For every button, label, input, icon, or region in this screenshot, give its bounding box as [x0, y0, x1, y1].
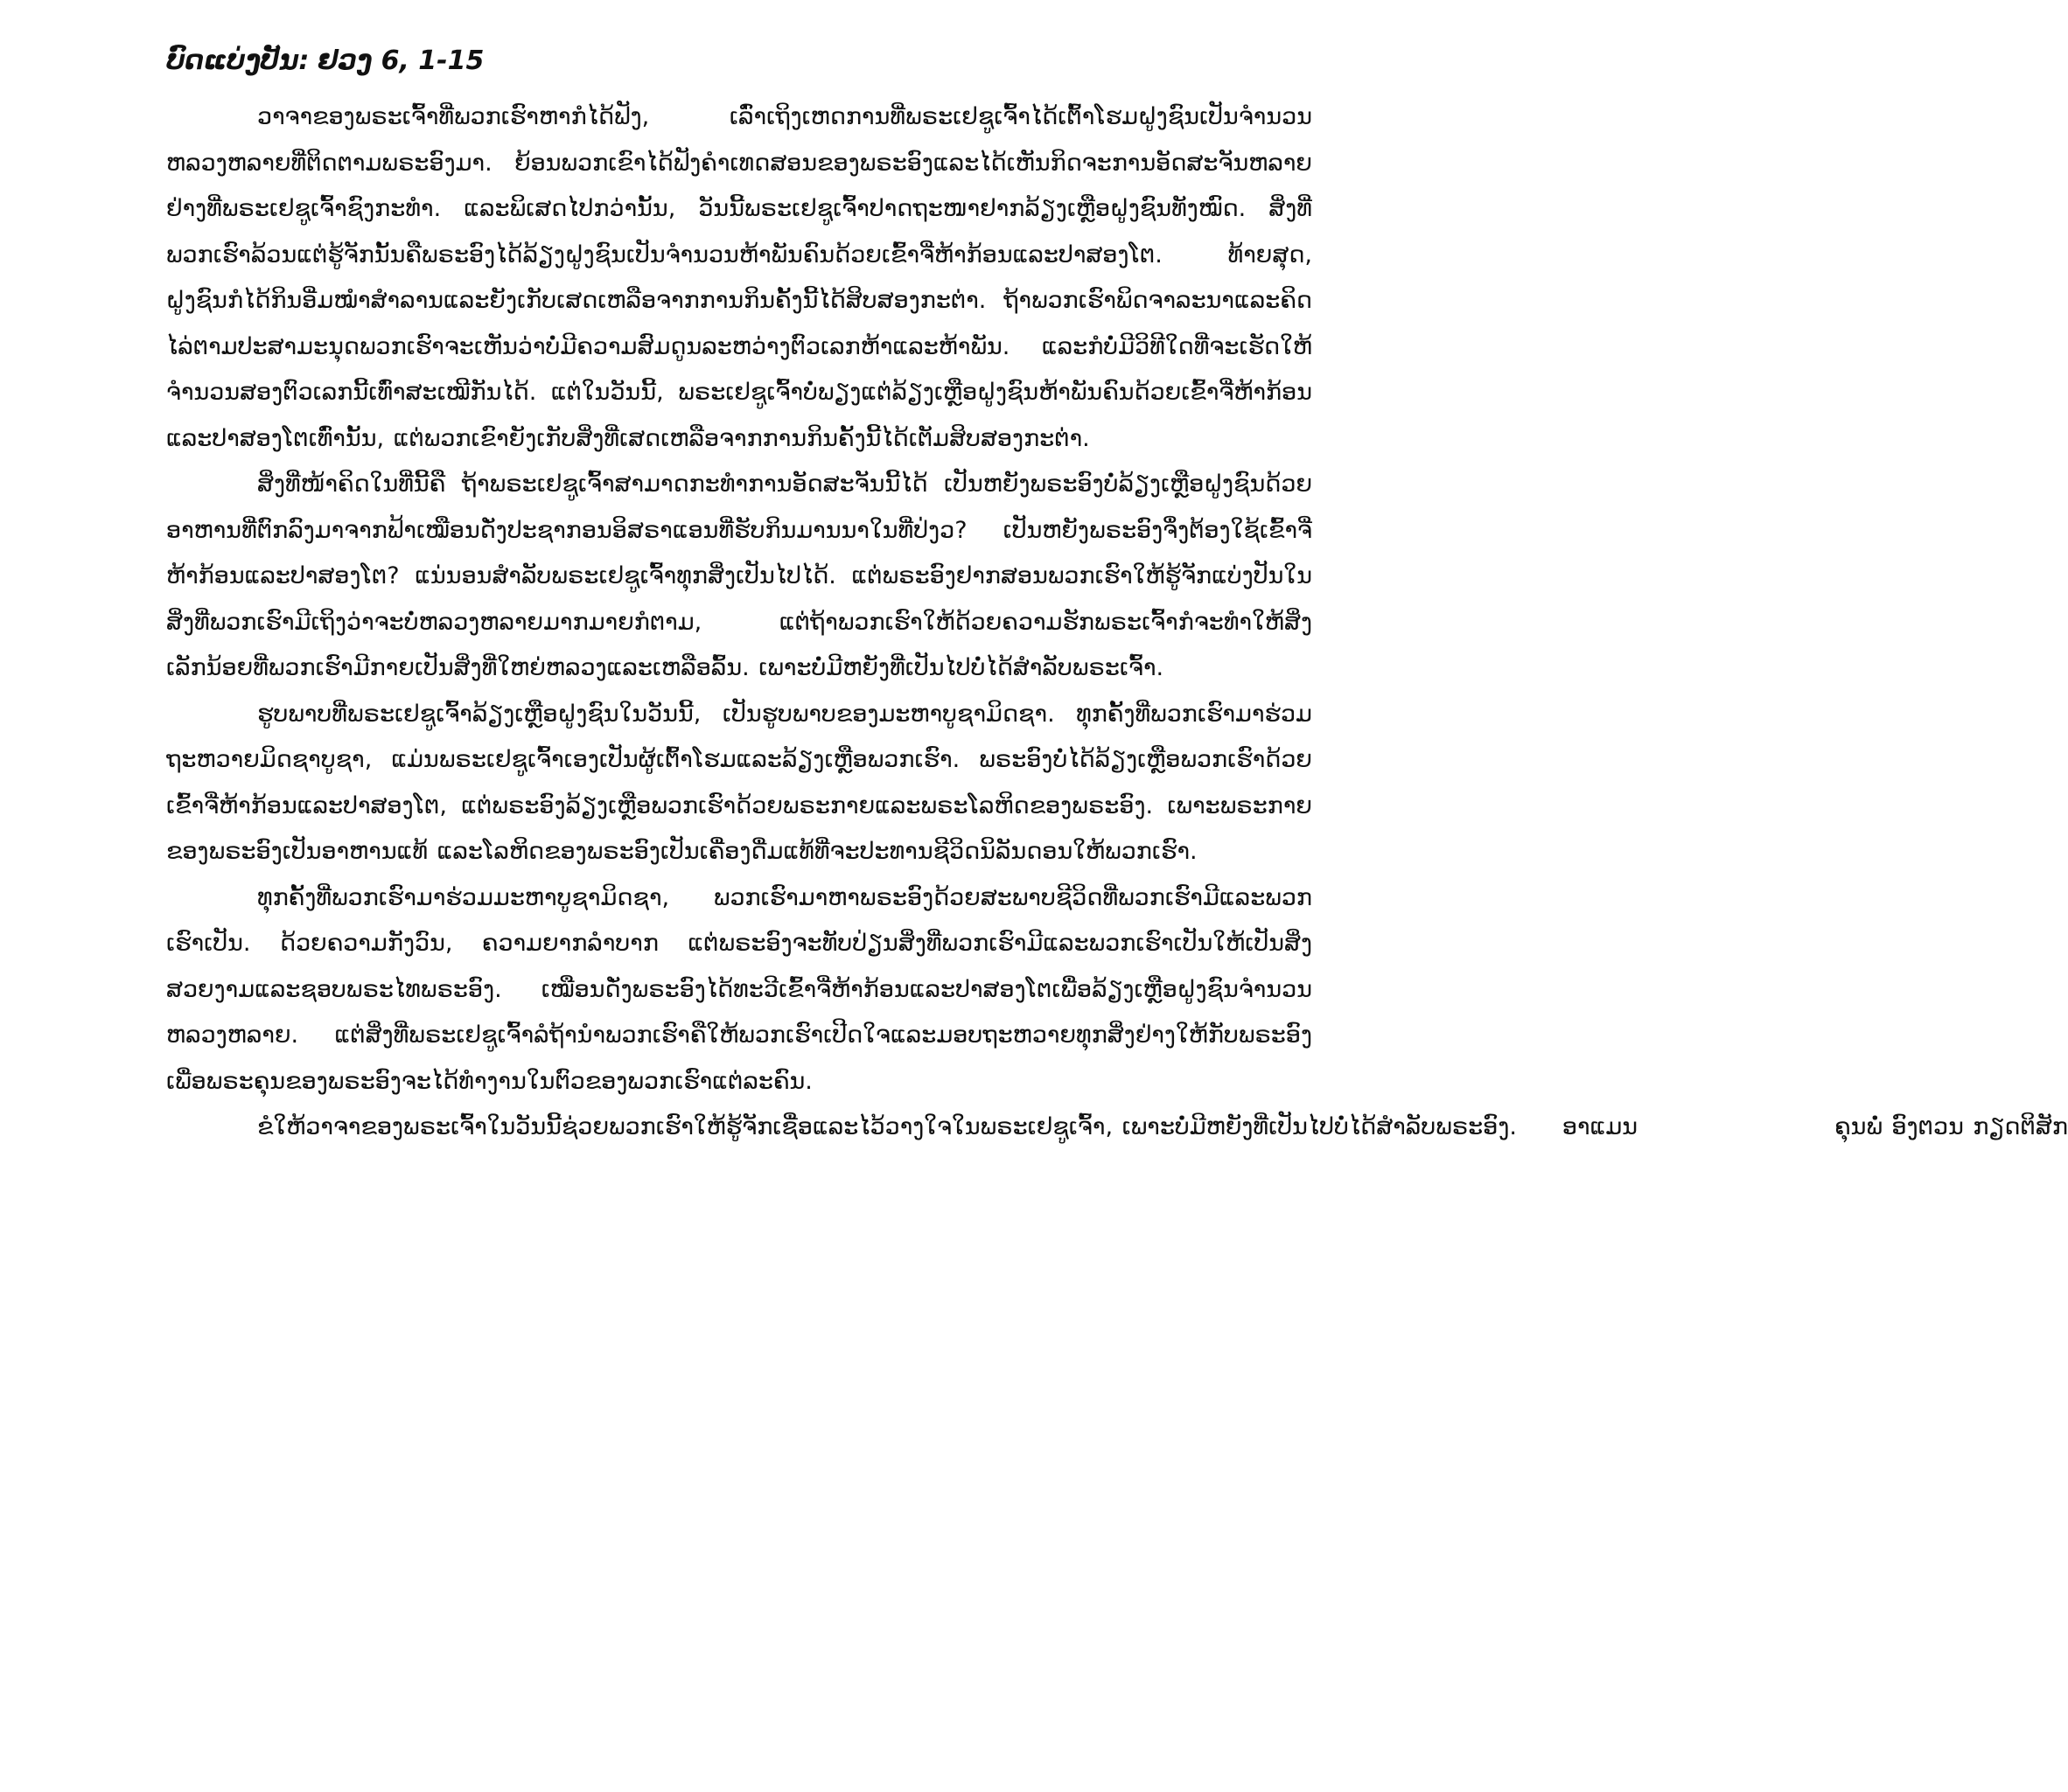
paragraph-3: ຮູບພາບທີ່ພຣະເຢຊູເຈົ້າລ້ຽງເຫຼືອຝູງຊົນໃນວັນນີ້, ເປັນຮູບພາບຂອງມະຫາບູຊາມິດຊາ. ທຸກຄັ້ງທີ່ພວກເຮົາມາຮ່ວມຖະຫວາຍມິດຊາບູຊາ, ແມ່ນພຣະເຢຊູເຈົ້າເອງເປັນຜູ້ເຕົ້າໂຮມແລະລ້ຽງເຫຼືອພວກເຮົາ. ພຣະອົງບໍ່ໄດ້ລ້ຽງເຫຼືອພວກເຮົາດ້ວຍເຂົ້າຈີ່ຫ້າກ້ອນແລະປາສອງໂຕ, ແຕ່ພຣະອົງລ້ຽງເຫຼືອພວກເຮົາດ້ວຍພຣະກາຍແລະພຣະໂລຫິດຂອງພຣະອົງ. ເພາະພຣະກາຍຂອງພຣະອົງເປັນອາຫານແທ້ ແລະໂລຫິດຂອງພຣະອົງເປັນເຄື່ອງດື່ມແທ້ທີ່ຈະປະທານຊີວິດນິລັນດອນໃຫ້ພວກເຮົາ. — [166, 700, 1312, 865]
document-body — [166, 94, 2068, 1151]
closing-paragraph — [166, 1105, 2068, 1151]
author-signature: ຄຸນພໍ່ ອົງຕວນ ກຽດຕິສັກ — [1834, 1113, 2068, 1140]
amen-text: ອາແມນ — [1561, 1113, 1638, 1140]
closing-line: ຂໍໃຫ້ວາຈາຂອງພຣະເຈົ້າໃນວັນນີ້ຊ່ວຍພວກເຮົາໃຫ້ຮູ້ຈັກເຊື່ອແລະໄວ້ວາງໃຈໃນພຣະເຢຊູເຈົ້າ, ເພາະບໍ່ມີຫຍັງທີ່ເປັນໄປບໍ່ໄດ້ສຳລັບພຣະອົງ. — [257, 1113, 1517, 1140]
paragraph-4: ທຸກຄັ້ງທີ່ພວກເຮົາມາຮ່ວມມະຫາບູຊາມິດຊາ, ພວກເຮົາມາຫາພຣະອົງດ້ວຍສະພາບຊີວິດທີ່ພວກເຮົາມີແລະພວກເຮົາເປັນ. ດ້ວຍຄວາມກັງວົນ, ຄວາມຍາກລຳບາກ ແຕ່ພຣະອົງຈະທັບປ່ຽນສິ່ງທີ່ພວກເຮົາມີແລະພວກເຮົາເປັນໃຫ້ເປັນສິ່ງສວຍງາມແລະຊອບພຣະໄທພຣະອົງ. ເໝືອນດັ່ງພຣະອົງໄດ້ທະວີເຂົ້າຈີ່ຫ້າກ້ອນແລະປາສອງໂຕເພື່ອລ້ຽງເຫຼືອຝູງຊົນຈຳນວນຫລວງຫລາຍ. ແຕ່ສິ່ງທີ່ພຣະເຢຊູເຈົ້າລໍຖ້ານຳພວກເຮົາຄືໃຫ້ພວກເຮົາເປີດໃຈແລະມອບຖະຫວາຍທຸກສິ່ງຢ່າງໃຫ້ກັບພຣະອົງ ເພື່ອພຣະຄຸນຂອງພຣະອົງຈະໄດ້ທຳງານໃນຕົວຂອງພວກເຮົາແຕ່ລະຄົນ. — [166, 883, 1312, 1095]
paragraph-2: ສິ່ງທີ່ໜ້າຄິດໃນທີ່ນີ້ຄື ຖ້າພຣະເຢຊູເຈົ້າສາມາດກະທຳການອັດສະຈັນນີ້ໄດ້ ເປັນຫຍັງພຣະອົງບໍ່ລ້ຽງເຫຼືອຝູງຊົນດ້ວຍອາຫານທີ່ຕົກລົງມາຈາກຟ້າເໝືອນດັ່ງປະຊາກອນອິສຣາແອນທີ່ຮັບກິນມານນາໃນທີ່ປ່ງວ? ເປັນຫຍັງພຣະອົງຈຶ່ງຕ້ອງໃຊ້ເຂົ້າຈີ່ຫ້າກ້ອນແລະປາສອງໂຕ? ແນ່ນອນສຳລັບພຣະເຢຊູເຈົ້າທຸກສິ່ງເປັນໄປໄດ້. ແຕ່ພຣະອົງຢາກສອນພວກເຮົາໃຫ້ຮູ້ຈັກແບ່ງປັນໃນສິ່ງທີ່ພວກເຮົາມີເຖິງວ່າຈະບໍ່ຫລວງຫລາຍມາກມາຍກໍຕາມ, ແຕ່ຖ້າພວກເຮົາໃຫ້ດ້ວຍຄວາມຮັກພຣະເຈົ້າກໍຈະທຳໃຫ້ສິ່ງເລັກນ້ອຍທີ່ພວກເຮົາມີກາຍເປັນສິ່ງທີ່ໃຫຍ່ຫລວງແລະເຫລືອລົ້ນ. ເພາະບໍ່ມີຫຍັງທີ່ເປັນໄປບໍ່ໄດ້ສຳລັບພຣະເຈົ້າ. — [166, 471, 1312, 681]
document-title: ບົດແບ່ງປັນ: ຢວງ 6, 1-15 — [166, 45, 485, 76]
paragraph-1: ວາຈາຂອງພຣະເຈົ້າທີ່ພວກເຮົາຫາກໍໄດ້ຟັງ, ເລົ່າເຖິງເຫດການທີ່ພຣະເຢຊູເຈົ້າໄດ້ເຕົ້າໂຮມຝູງຊົນເປັນຈຳນວນຫລວງຫລາຍທີ່ຕິດຕາມພຣະອົງມາ. ຍ້ອນພວກເຂົາໄດ້ຟັງຄຳເທດສອນຂອງພຣະອົງແລະໄດ້ເຫັນກິດຈະການອັດສະຈັນຫລາຍຢ່າງທີ່ພຣະເຢຊູເຈົ້າຊົງກະທຳ. ແລະພິເສດໄປກວ່ານັ້ນ, ວັນນີ້ພຣະເຢຊູເຈົ້າປາດຖະໜາຢາກລ້ຽງເຫຼືອຝູງຊົນທັງໝົດ. ສິ່ງທີ່ພວກເຮົາລ້ວນແຕ່ຮູ້ຈັກນັ້ນຄືພຣະອົງໄດ້ລ້ຽງຝູງຊົນເປັນຈຳນວນຫ້າພັນຄົນດ້ວຍເຂົ້າຈີ່ຫ້າກ້ອນແລະປາສອງໂຕ. ທ້າຍສຸດ, ຝູງຊົນກໍໄດ້ກິນອີ່ມໝຳສຳລານແລະຍັງເກັບເສດເຫລືອຈາກການກິນຄັ້ງນີ້ໄດ້ສິບສອງກະຕ່າ. ຖ້າພວກເຮົາພິດຈາລະນາແລະຄິດໄລ່ຕາມປະສາມະນຸດພວກເຮົາຈະເຫັນວ່າບໍ່ມີຄວາມສົມດູນລະຫວ່າງຕົວເລກຫ້າແລະຫ້າພັນ. ແລະກໍບໍ່ມີວິທີໃດທີ່ຈະເຮັດໃຫ້ຈຳນວນສອງຕົວເລກນີ້ເທົ່າສະເໝີກັນໄດ້. ແຕ່ໃນວັນນີ້, ພຣະເຢຊູເຈົ້າບໍ່ພຽງແຕ່ລ້ຽງເຫຼືອຝູງຊົນຫ້າພັນຄົນດ້ວຍເຂົ້າຈີ່ຫ້າກ້ອນແລະປາສອງໂຕເທົ່ານັ້ນ, ແຕ່ພວກເຂົາຍັງເກັບສິ່ງທີ່ເສດເຫລືອຈາກການກິນຄັ້ງນີ້ໄດ້ເຕັມສິບສອງກະຕ່າ. — [166, 103, 1312, 452]
